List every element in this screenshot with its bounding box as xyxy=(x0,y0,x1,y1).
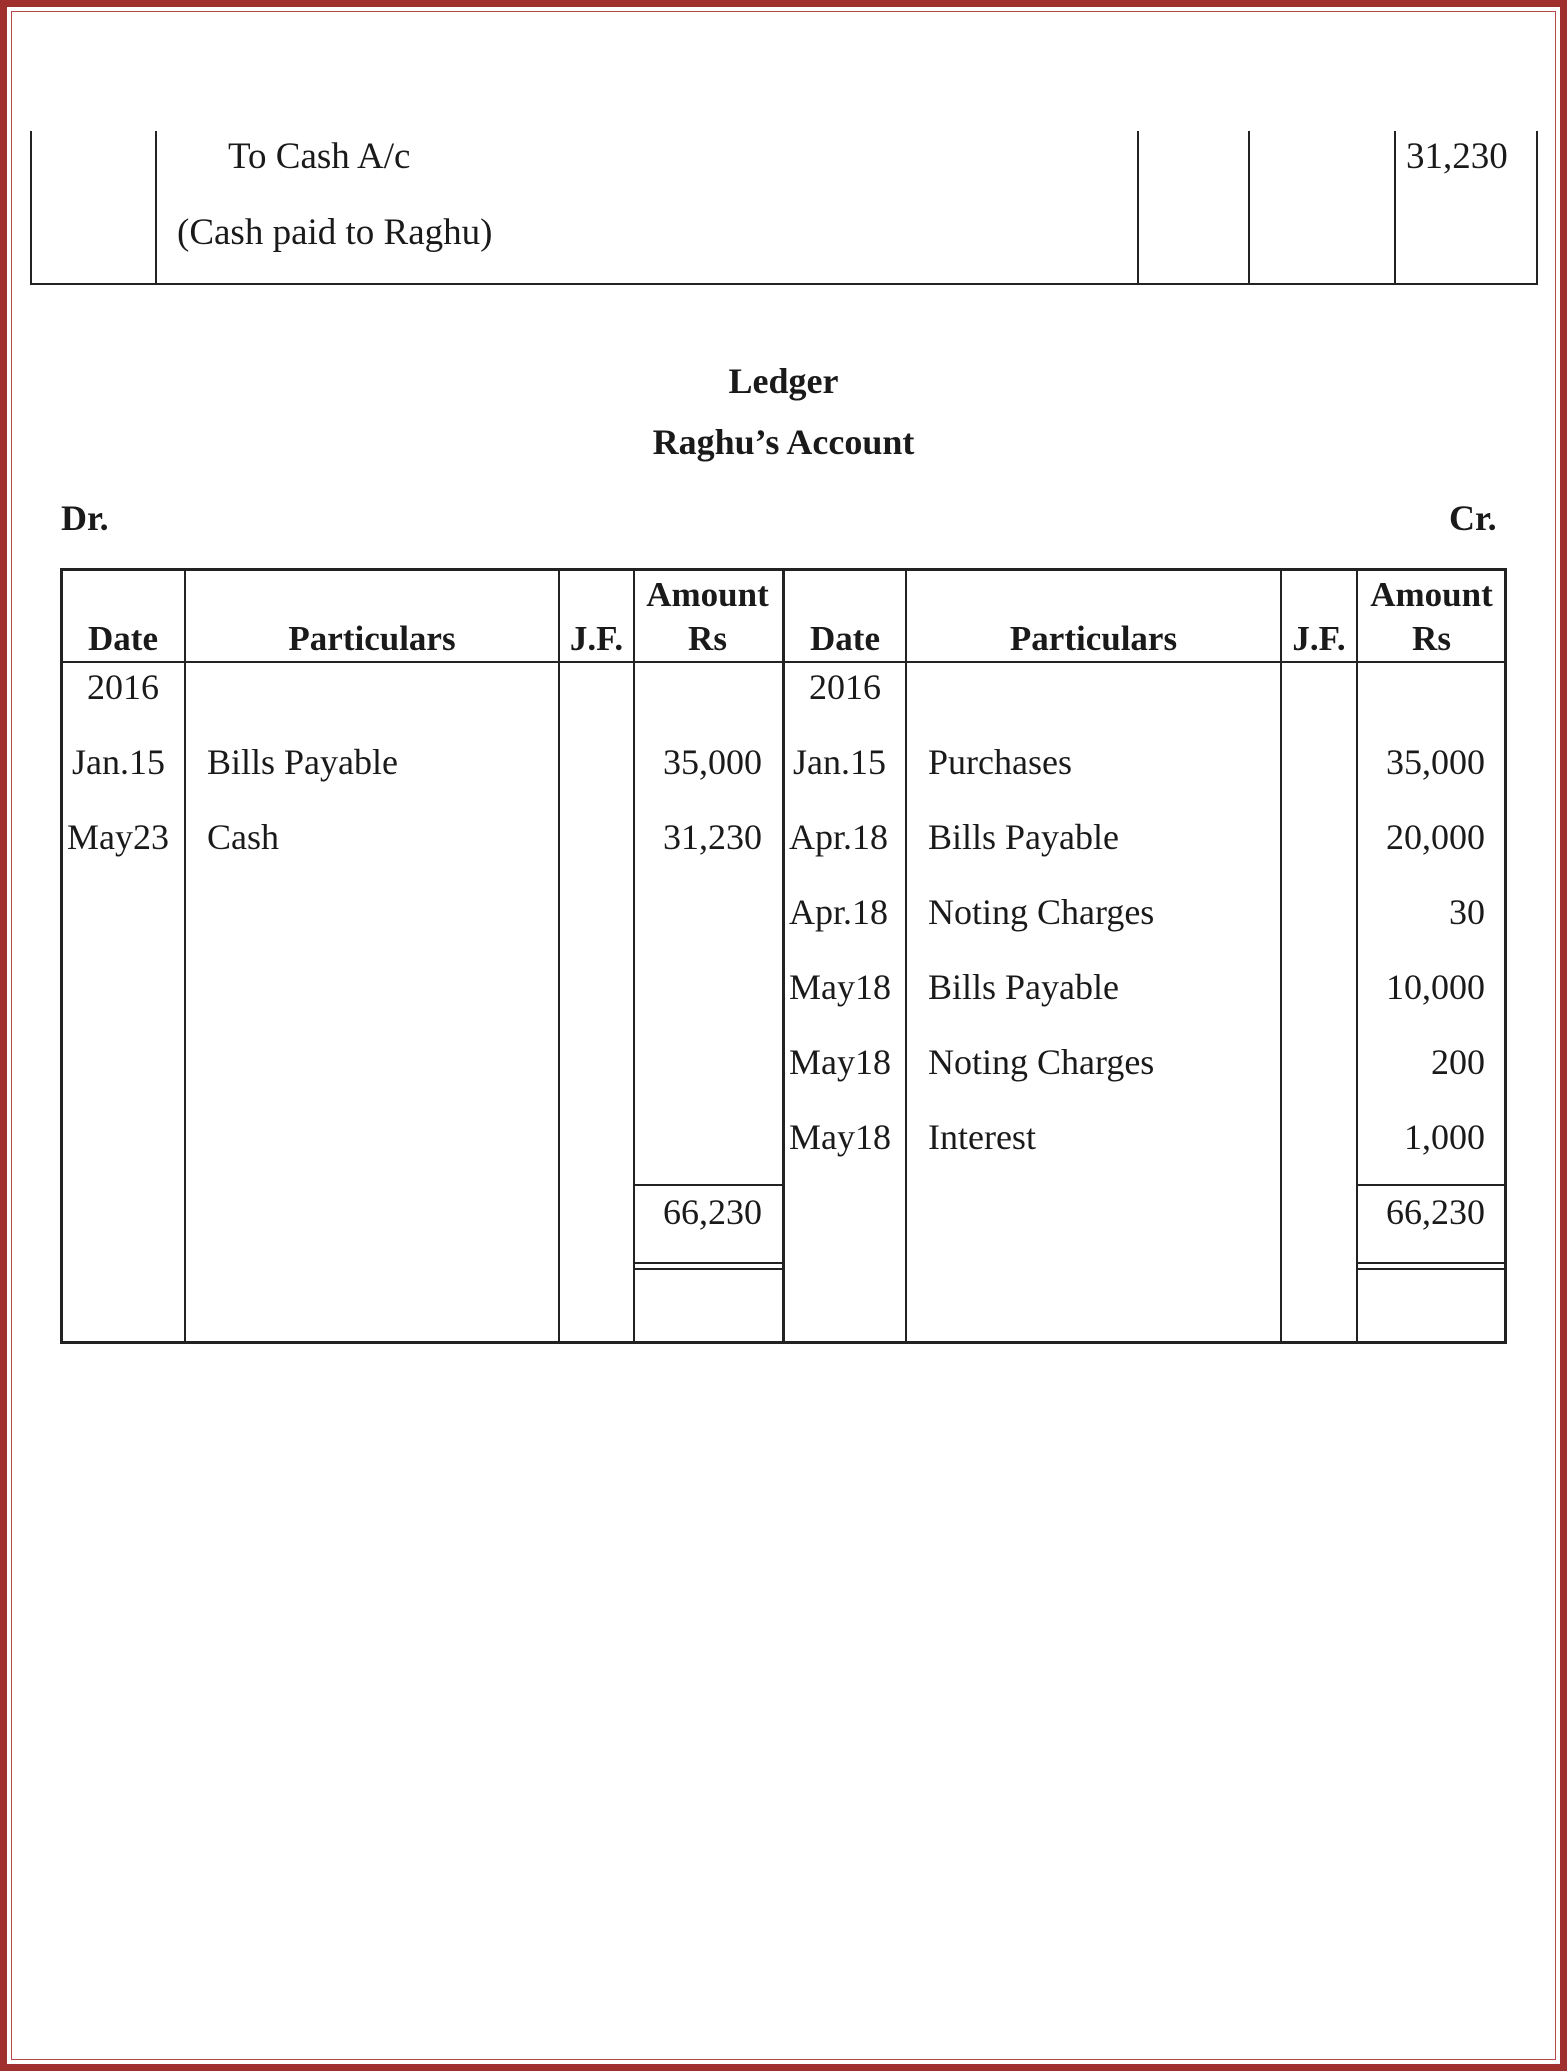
credit-particulars: Purchases xyxy=(928,742,1072,782)
total-double-rule xyxy=(1356,1262,1507,1264)
header-jf: J.F. xyxy=(569,619,624,658)
total-rule xyxy=(633,1184,783,1186)
credit-date: Jan.15 xyxy=(793,742,886,782)
credit-date: Apr.18 xyxy=(789,892,888,932)
journal-rule xyxy=(30,131,32,284)
col-rule xyxy=(1280,568,1282,1344)
total-double-rule xyxy=(1356,1268,1507,1270)
total-double-rule xyxy=(633,1268,783,1270)
credit-particulars: Noting Charges xyxy=(928,1042,1155,1082)
dr-label: Dr. xyxy=(61,498,109,538)
credit-amount: 200 xyxy=(1431,1042,1485,1082)
journal-narration: (Cash paid to Raghu) xyxy=(177,212,493,253)
credit-year: 2016 xyxy=(809,667,881,707)
credit-total: 66,230 xyxy=(1386,1192,1485,1232)
total-rule xyxy=(1356,1184,1507,1186)
credit-particulars: Bills Payable xyxy=(928,817,1119,857)
col-rule xyxy=(558,568,560,1344)
header-amount-unit: Rs xyxy=(688,619,727,658)
credit-date: May18 xyxy=(789,1117,891,1157)
journal-rule xyxy=(155,131,157,284)
journal-amount: 31,230 xyxy=(1406,136,1508,177)
header-rule xyxy=(60,661,1507,663)
col-rule xyxy=(184,568,186,1344)
debit-year: 2016 xyxy=(87,667,159,707)
journal-particulars: To Cash A/c xyxy=(228,136,411,177)
credit-amount: 10,000 xyxy=(1386,967,1485,1007)
journal-rule xyxy=(1137,131,1139,284)
account-title: Raghu’s Account xyxy=(652,422,915,462)
header-amount-unit: Rs xyxy=(1412,619,1451,658)
journal-rule xyxy=(1536,131,1538,284)
credit-amount: 1,000 xyxy=(1404,1117,1485,1157)
credit-particulars: Noting Charges xyxy=(928,892,1155,932)
credit-date: May18 xyxy=(789,967,891,1007)
debit-particulars: Cash xyxy=(207,817,279,857)
header-jf: J.F. xyxy=(1292,619,1346,658)
credit-date: Apr.18 xyxy=(789,817,888,857)
credit-particulars: Bills Payable xyxy=(928,967,1119,1007)
credit-amount: 20,000 xyxy=(1386,817,1485,857)
debit-amount: 31,230 xyxy=(663,817,762,857)
header-amount: Amount xyxy=(1370,575,1493,614)
journal-rule xyxy=(1248,131,1250,284)
journal-bottom-rule xyxy=(30,283,1538,285)
header-particulars: Particulars xyxy=(288,619,456,658)
journal-rule xyxy=(1394,131,1396,284)
debit-amount: 35,000 xyxy=(663,742,762,782)
debit-date: May23 xyxy=(67,817,169,857)
cr-label: Cr. xyxy=(1449,498,1497,538)
credit-particulars: Interest xyxy=(928,1117,1036,1157)
credit-date: May18 xyxy=(789,1042,891,1082)
ledger-title: Ledger xyxy=(728,361,839,401)
credit-amount: 35,000 xyxy=(1386,742,1485,782)
debit-date: Jan.15 xyxy=(72,742,165,782)
header-date: Date xyxy=(88,619,158,658)
header-amount: Amount xyxy=(646,575,769,614)
credit-amount: 30 xyxy=(1449,892,1485,932)
col-rule xyxy=(905,568,907,1344)
header-date: Date xyxy=(810,619,880,658)
debit-total: 66,230 xyxy=(663,1192,762,1232)
header-particulars: Particulars xyxy=(1009,619,1178,658)
debit-particulars: Bills Payable xyxy=(207,742,398,782)
total-double-rule xyxy=(633,1262,783,1264)
